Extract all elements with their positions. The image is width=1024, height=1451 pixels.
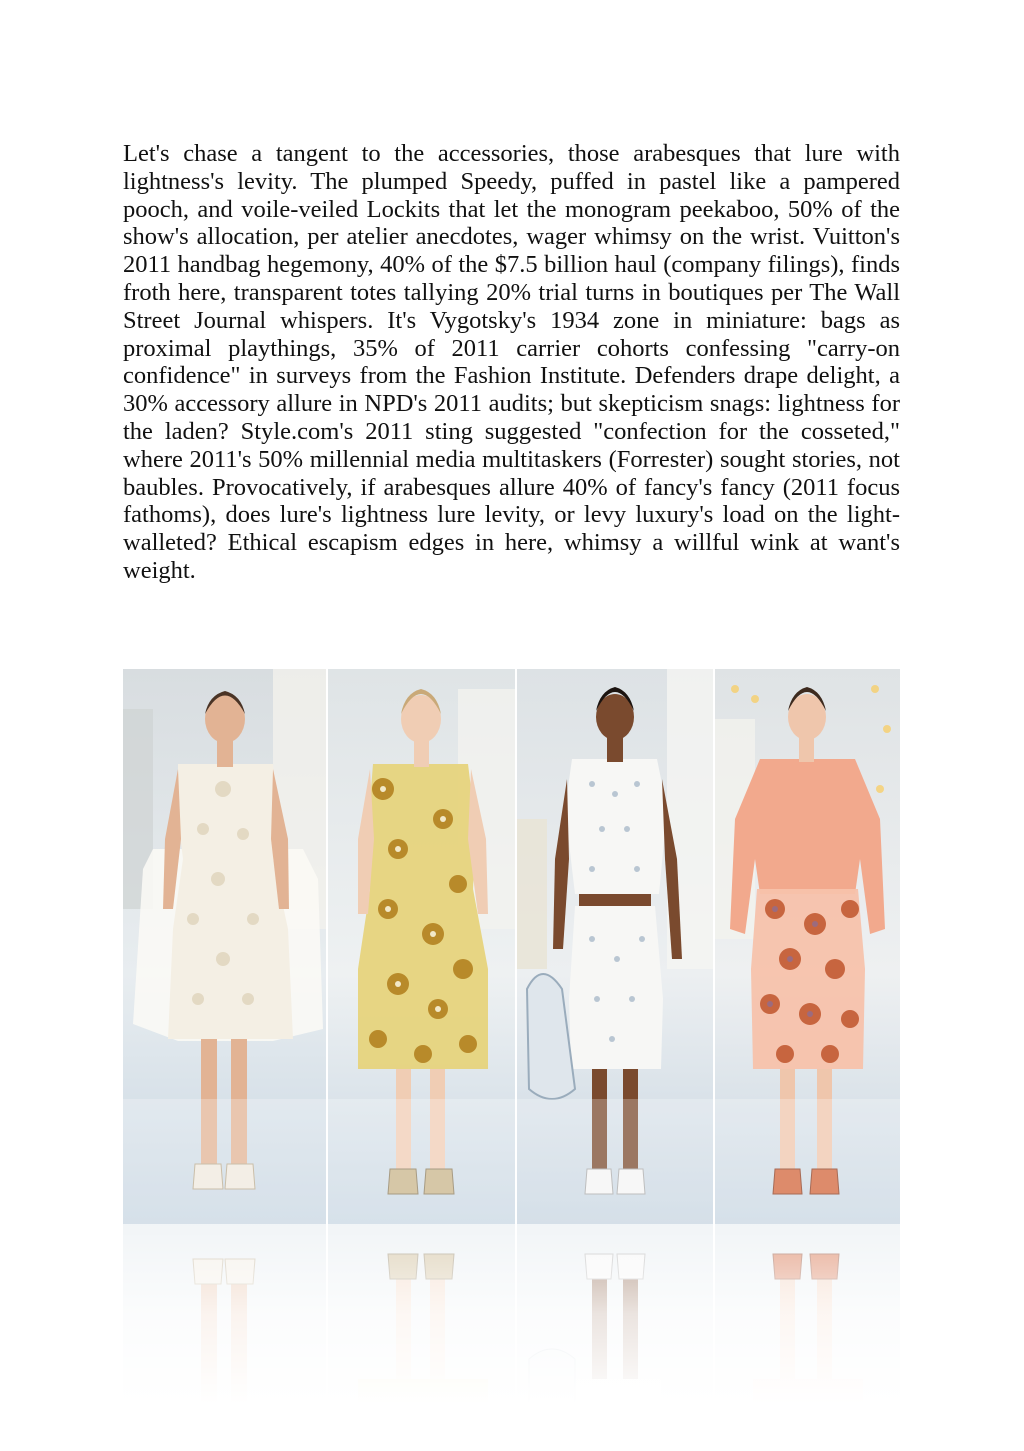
runway-photo-look-2-illustration — [328, 669, 515, 1224]
runway-photo-look-3-illustration — [517, 669, 713, 1224]
article-paragraph: Let's chase a tangent to the accessories, those arabesques that lure with lightness's levity. The plumped Speedy, puffed in pastel like a pampered pooch, and voile-veiled Lockits that let the monogram peekaboo, 50% of the show's allocation, per atelier anecdotes, wager whimsy on the wrist. Vuitton's 2011 handbag hegemony, 40% of the $7.5 billion haul (company filings), finds froth here, transparent totes tallying 20% trial turns in boutiques per The Wall Street Journal whispers. It's Vygotsky's 1934 zone in miniature: bags as proximal playthings, 35% of 2011 carrier cohorts confessing "carry-on confidence" in surveys from the Fashion Institute. Defenders drape delight, a 30% accessory allure in NPD's 2011 audits; but skepticism snags: lightness for the laden? Style.com's 2011 sting suggested "confection for the cosseted," where 2011's 50% millennial media multitaskers (Forrester) sought stories, not baubles. Provocatively, if arabesques allure 40% of fancy's fancy (2011 focus fathoms), does lure's lightness lure levity, or levy luxury's load on the light-walleted? Ethical escapism edges in here, whimsy a willful wink at want's weight. — [123, 140, 900, 584]
reflection-look-4 — [713, 1224, 900, 1424]
runway-photo-reflection — [123, 1224, 900, 1424]
runway-photo-look-2 — [326, 669, 515, 1224]
reflection-look-2 — [326, 1224, 515, 1424]
runway-photo-strip — [123, 669, 900, 1224]
reflection-look-3 — [515, 1224, 713, 1424]
runway-photo-look-4 — [713, 669, 900, 1224]
runway-photo-look-1 — [123, 669, 326, 1224]
runway-photo-look-3 — [515, 669, 713, 1224]
reflection-look-1 — [123, 1224, 326, 1424]
runway-photo-look-4-illustration — [715, 669, 900, 1224]
runway-photo-look-1-illustration — [123, 669, 326, 1224]
